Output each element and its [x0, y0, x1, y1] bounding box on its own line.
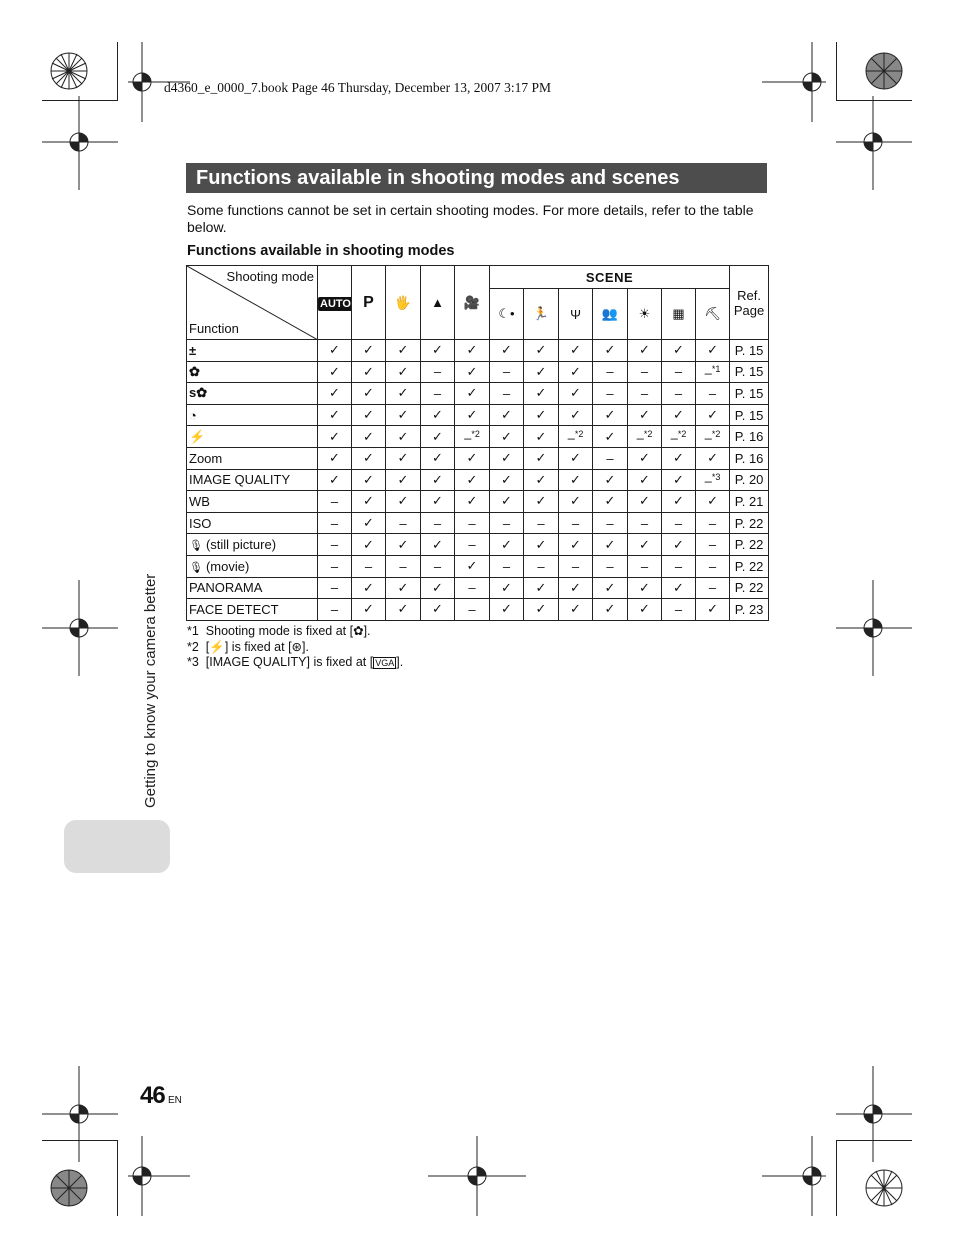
side-chapter-text: Getting to know your camera better: [142, 573, 159, 808]
availability-cell: ✓: [696, 340, 730, 362]
self-portrait-icon: Ψ: [559, 289, 593, 340]
footnote-ref: *2: [574, 428, 584, 439]
ref-page-cell: P. 15: [730, 361, 769, 383]
ref-page-cell: P. 22: [730, 534, 769, 556]
availability-cell: –: [421, 555, 455, 577]
availability-cell: ✓: [421, 577, 455, 599]
shooting-mode-header: Shooting mode: [226, 269, 314, 284]
availability-cell: ✓: [662, 534, 696, 556]
availability-cell: ✓: [628, 534, 662, 556]
availability-cell: ✓: [455, 361, 490, 383]
subheading: Functions available in shooting modes: [187, 243, 455, 259]
availability-cell: –: [628, 361, 662, 383]
availability-cell: ✓: [352, 383, 386, 405]
availability-cell: –$^{*2}$: [559, 426, 593, 448]
table-row: [187, 426, 769, 448]
availability-cell: –$^{*1}$: [696, 361, 730, 383]
availability-cell: ✓: [386, 577, 421, 599]
availability-cell: ✓: [352, 512, 386, 534]
auction-icon: ⛏: [696, 289, 730, 340]
fireworks-icon: ▦: [662, 289, 696, 340]
availability-cell: ✓: [386, 491, 421, 513]
availability-cell: ✓: [662, 447, 696, 469]
availability-cell: –: [559, 555, 593, 577]
availability-cell: ✓: [593, 340, 628, 362]
flash-icon: ⚡: [189, 428, 206, 444]
availability-cell: –: [421, 361, 455, 383]
availability-cell: ✓: [455, 383, 490, 405]
availability-cell: ✓: [559, 404, 593, 426]
availability-cell: ✓: [628, 599, 662, 621]
availability-cell: ✓: [524, 469, 559, 491]
functions-table: [186, 265, 769, 621]
flash-icon: ⚡: [209, 639, 225, 654]
digital-image-stabilization-icon: 🖐: [386, 266, 421, 340]
availability-cell: –: [490, 361, 524, 383]
availability-cell: ✓: [524, 404, 559, 426]
availability-cell: –: [662, 599, 696, 621]
function-cell: 🎙 (movie): [187, 555, 318, 577]
table-row: [187, 447, 769, 469]
function-cell: [187, 340, 318, 362]
table-row: [187, 577, 769, 599]
availability-cell: ✓: [386, 383, 421, 405]
ref-page-cell: P. 16: [730, 426, 769, 448]
availability-cell: ✓: [455, 491, 490, 513]
availability-cell: ✓: [524, 534, 559, 556]
page-number: 46: [140, 1082, 165, 1109]
vga-icon: VGA: [375, 658, 395, 668]
ref-page-cell: P. 23: [730, 599, 769, 621]
availability-cell: ✓: [559, 577, 593, 599]
landscape-icon: ▲: [421, 266, 455, 340]
table-row: [187, 512, 769, 534]
table-corner-header: [187, 266, 318, 340]
availability-cell: ✓: [696, 599, 730, 621]
footnote-2: *2 [⚡] is fixed at [⊛].: [187, 639, 309, 654]
availability-cell: ✓: [352, 404, 386, 426]
availability-cell: –: [490, 512, 524, 534]
ref-page-cell: P. 15: [730, 383, 769, 405]
availability-cell: –: [490, 555, 524, 577]
night-portrait-icon: ☾•: [490, 289, 524, 340]
availability-cell: ✓: [628, 577, 662, 599]
availability-cell: –: [593, 555, 628, 577]
availability-cell: ✓: [628, 491, 662, 513]
auto-mode-icon: AUTO: [318, 266, 352, 340]
availability-cell: ✓: [421, 426, 455, 448]
availability-cell: ✓: [386, 426, 421, 448]
availability-cell: ✓: [386, 340, 421, 362]
footnote-ref: *2: [643, 428, 653, 439]
availability-cell: ✓: [318, 383, 352, 405]
ref-page-cell: P. 22: [730, 512, 769, 534]
availability-cell: ✓: [524, 361, 559, 383]
availability-cell: ✓: [593, 469, 628, 491]
availability-cell: ✓: [524, 426, 559, 448]
availability-cell: –: [696, 534, 730, 556]
availability-cell: ✓: [490, 469, 524, 491]
table-row: [187, 469, 769, 491]
availability-cell: ✓: [352, 469, 386, 491]
availability-cell: –: [455, 599, 490, 621]
availability-cell: –: [455, 577, 490, 599]
function-cell: Zoom: [187, 447, 318, 469]
footnotes: [187, 624, 403, 671]
function-cell: 🎙 (still picture): [187, 534, 318, 556]
footnote-ref: *2: [471, 428, 480, 439]
sport-icon: 🏃: [524, 289, 559, 340]
availability-cell: –: [421, 512, 455, 534]
ref-page-header: Ref. Page: [730, 266, 769, 340]
availability-cell: ✓: [559, 534, 593, 556]
availability-cell: –: [524, 555, 559, 577]
availability-cell: ✓: [490, 447, 524, 469]
availability-cell: ✓: [386, 469, 421, 491]
sunset-icon: ☀: [628, 289, 662, 340]
availability-cell: –: [318, 577, 352, 599]
super-macro-icon: s✿: [189, 385, 208, 401]
availability-cell: ✓: [455, 340, 490, 362]
page-language: EN: [168, 1095, 182, 1106]
availability-cell: –: [696, 383, 730, 405]
availability-cell: ✓: [421, 534, 455, 556]
availability-cell: ✓: [318, 361, 352, 383]
availability-cell: –: [593, 361, 628, 383]
availability-cell: ✓: [696, 491, 730, 513]
availability-cell: –: [318, 599, 352, 621]
availability-cell: ✓: [455, 404, 490, 426]
function-header: Function: [189, 321, 239, 336]
availability-cell: ✓: [352, 491, 386, 513]
availability-cell: ✓: [662, 469, 696, 491]
availability-cell: –: [696, 577, 730, 599]
availability-cell: ✓: [421, 599, 455, 621]
table-row: [187, 555, 769, 577]
table-row: [187, 599, 769, 621]
availability-cell: ✓: [386, 361, 421, 383]
ref-page-cell: P. 22: [730, 577, 769, 599]
availability-cell: ✓: [352, 447, 386, 469]
footnote-3: *3 [IMAGE QUALITY] is fixed at [ VGA ].: [187, 655, 404, 669]
availability-cell: ✓: [490, 404, 524, 426]
availability-cell: ✓: [628, 469, 662, 491]
availability-cell: ✓: [318, 340, 352, 362]
function-cell: [187, 361, 318, 383]
availability-cell: ✓: [352, 599, 386, 621]
ref-page-cell: P. 15: [730, 340, 769, 362]
function-cell: [187, 426, 318, 448]
availability-cell: ✓: [593, 426, 628, 448]
availability-cell: ✓: [524, 599, 559, 621]
intro-text: Some functions cannot be set in certain shooting modes. For more details, refer to the table below.: [187, 202, 754, 235]
availability-cell: ✓: [524, 577, 559, 599]
availability-cell: ✓: [490, 599, 524, 621]
group-portrait-icon: 👥: [593, 289, 628, 340]
availability-cell: –$^{*3}$: [696, 469, 730, 491]
availability-cell: ✓: [386, 534, 421, 556]
availability-cell: ✓: [421, 469, 455, 491]
availability-cell: –: [352, 555, 386, 577]
availability-cell: –: [455, 534, 490, 556]
function-cell: IMAGE QUALITY: [187, 469, 318, 491]
table-row: [187, 340, 769, 362]
availability-cell: ✓: [318, 404, 352, 426]
availability-cell: –: [318, 534, 352, 556]
availability-cell: ✓: [559, 469, 593, 491]
availability-cell: –$^{*2}$: [628, 426, 662, 448]
availability-cell: ✓: [696, 404, 730, 426]
footnote-1: *1 Shooting mode is fixed at [✿].: [187, 624, 371, 638]
scene-header: SCENE: [490, 266, 730, 289]
footnote-ref: *3: [711, 471, 721, 482]
availability-cell: –$^{*2}$: [696, 426, 730, 448]
availability-cell: –: [386, 555, 421, 577]
availability-cell: ✓: [559, 599, 593, 621]
availability-cell: ✓: [386, 599, 421, 621]
availability-cell: ✓: [421, 340, 455, 362]
footnote-ref: *2: [677, 428, 687, 439]
footnote-ref: *2: [711, 428, 721, 439]
availability-cell: ✓: [662, 340, 696, 362]
availability-cell: ✓: [490, 491, 524, 513]
availability-cell: –: [559, 512, 593, 534]
availability-cell: –: [628, 555, 662, 577]
availability-cell: –: [628, 383, 662, 405]
availability-cell: ✓: [593, 491, 628, 513]
availability-cell: ✓: [318, 447, 352, 469]
availability-cell: ✓: [352, 577, 386, 599]
availability-cell: ✓: [559, 340, 593, 362]
availability-cell: ✓: [386, 404, 421, 426]
availability-cell: –$^{*2}$: [455, 426, 490, 448]
availability-cell: ✓: [593, 404, 628, 426]
availability-cell: –: [662, 383, 696, 405]
table-row: [187, 534, 769, 556]
availability-cell: ✓: [559, 361, 593, 383]
availability-cell: ✓: [352, 340, 386, 362]
availability-cell: ✓: [628, 404, 662, 426]
availability-cell: ✓: [318, 469, 352, 491]
availability-cell: –: [593, 383, 628, 405]
availability-cell: ✓: [352, 361, 386, 383]
function-cell: [187, 383, 318, 405]
availability-cell: ✓: [490, 426, 524, 448]
availability-cell: ✓: [455, 447, 490, 469]
availability-cell: –: [662, 555, 696, 577]
footnote-ref: *1: [711, 363, 721, 374]
print-header: d4360_e_0000_7.book Page 46 Thursday, December 13, 2007 3:17 PM: [164, 80, 551, 95]
chapter-tab: [64, 820, 170, 873]
availability-cell: ✓: [524, 340, 559, 362]
availability-cell: –: [696, 555, 730, 577]
microphone-icon: 🎙: [189, 561, 203, 574]
availability-cell: –: [628, 512, 662, 534]
availability-cell: ✓: [628, 447, 662, 469]
flash-off-icon: ⊛: [291, 639, 303, 654]
availability-cell: –: [696, 512, 730, 534]
availability-cell: ✓: [352, 426, 386, 448]
availability-cell: ✓: [662, 404, 696, 426]
function-cell: ISO: [187, 512, 318, 534]
function-cell: PANORAMA: [187, 577, 318, 599]
availability-cell: ✓: [559, 383, 593, 405]
availability-cell: ✓: [490, 340, 524, 362]
ref-page-cell: P. 15: [730, 404, 769, 426]
availability-cell: ✓: [593, 599, 628, 621]
availability-cell: ✓: [455, 555, 490, 577]
availability-cell: ✓: [628, 340, 662, 362]
availability-cell: –: [455, 512, 490, 534]
availability-cell: –: [318, 491, 352, 513]
table-row: [187, 404, 769, 426]
exposure-compensation-icon: ±: [189, 342, 197, 358]
table-row: [187, 491, 769, 513]
availability-cell: –: [593, 512, 628, 534]
availability-cell: ✓: [490, 534, 524, 556]
movie-icon: 🎥: [455, 266, 490, 340]
availability-cell: ✓: [696, 447, 730, 469]
macro-icon: ✿: [353, 624, 364, 638]
availability-cell: ✓: [421, 404, 455, 426]
function-cell: FACE DETECT: [187, 599, 318, 621]
availability-cell: –: [318, 512, 352, 534]
macro-icon: ✿: [189, 363, 200, 379]
ref-page-cell: P. 16: [730, 447, 769, 469]
program-mode-icon: P: [352, 266, 386, 340]
availability-cell: ✓: [490, 577, 524, 599]
availability-cell: ✓: [421, 491, 455, 513]
table-row: [187, 383, 769, 405]
availability-cell: ✓: [524, 383, 559, 405]
availability-cell: ✓: [662, 491, 696, 513]
table-row: [187, 361, 769, 383]
availability-cell: ✓: [559, 447, 593, 469]
availability-cell: –: [490, 383, 524, 405]
ref-page-cell: P. 22: [730, 555, 769, 577]
availability-cell: ✓: [559, 491, 593, 513]
availability-cell: ✓: [593, 577, 628, 599]
ref-page-cell: P. 21: [730, 491, 769, 513]
self-timer-icon: ◔: [189, 407, 197, 423]
availability-cell: ✓: [524, 447, 559, 469]
section-title-bar: [186, 163, 767, 193]
microphone-icon: 🎙: [189, 540, 203, 553]
function-cell: [187, 404, 318, 426]
availability-cell: ✓: [352, 534, 386, 556]
function-cell: WB: [187, 491, 318, 513]
availability-cell: ✓: [662, 577, 696, 599]
availability-cell: –$^{*2}$: [662, 426, 696, 448]
availability-cell: ✓: [593, 534, 628, 556]
availability-cell: –: [662, 512, 696, 534]
availability-cell: –: [593, 447, 628, 469]
availability-cell: ✓: [524, 491, 559, 513]
availability-cell: –: [524, 512, 559, 534]
availability-cell: ✓: [386, 447, 421, 469]
availability-cell: –: [318, 555, 352, 577]
availability-cell: ✓: [455, 469, 490, 491]
availability-cell: ✓: [421, 447, 455, 469]
availability-cell: –: [386, 512, 421, 534]
ref-page-cell: P. 20: [730, 469, 769, 491]
availability-cell: –: [421, 383, 455, 405]
availability-cell: –: [662, 361, 696, 383]
section-title: Functions available in shooting modes and scenes: [196, 167, 680, 189]
availability-cell: ✓: [318, 426, 352, 448]
